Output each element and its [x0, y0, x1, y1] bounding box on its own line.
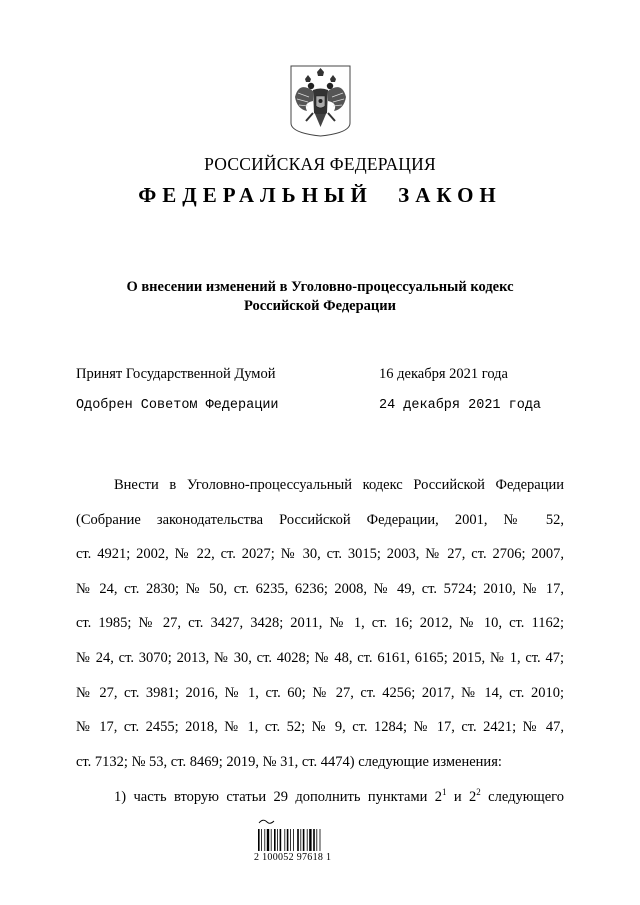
- country-name: РОССИЙСКАЯ ФЕДЕРАЦИЯ: [204, 154, 436, 174]
- barcode-number: 2 100052 97618 1: [254, 852, 332, 863]
- item-superscript: 1: [442, 787, 447, 797]
- adopted-date: 16 декабря 2021 года: [379, 366, 508, 382]
- body-line: (Собрание законодательства Российской Федерации, 2001, № 52,: [76, 511, 564, 528]
- body-line: ст. 1985; № 27, ст. 3427, 3428; 2011, № 1, ст. 16; 2012, № 10, ст. 1162;: [76, 615, 564, 632]
- coat-of-arms-icon: [289, 63, 352, 137]
- law-subject-line: О внесении изменений в Уголовно-процессуальный кодекс: [126, 279, 514, 295]
- item-text: 1) часть вторую статьи 29 дополнить пунктами 2: [114, 789, 443, 805]
- item-text: следующего: [480, 789, 564, 805]
- item-superscript: 2: [476, 787, 481, 797]
- body-line: ст. 4921; 2002, № 22, ст. 2027; № 30, ст. 3015; 2003, № 27, ст. 2706; 2007,: [76, 546, 564, 563]
- amendment-item-1: [76, 780, 564, 814]
- body-line: № 17, ст. 2455; 2018, № 1, ст. 52; № 9, ст. 1284; № 17, ст. 2421; № 47,: [76, 719, 564, 736]
- body-line: № 24, ст. 2830; № 50, ст. 6235, 6236; 2008, № 49, ст. 5724; 2010, № 17,: [76, 580, 564, 597]
- law-subject-line: Российской Федерации: [243, 298, 396, 314]
- body-line: ст. 7132; № 53, ст. 8469; 2019, № 31, ст. 4474) следующие изменения:: [76, 753, 502, 770]
- law-body-text: [76, 468, 564, 779]
- body-line: № 24, ст. 3070; 2013, № 30, ст. 4028; № 48, ст. 6161, 6165; 2015, № 1, ст. 47;: [76, 649, 564, 666]
- approved-by-label: Одобрен Советом Федерации: [76, 398, 279, 413]
- document-type: ФЕДЕРАЛЬНЫЙ ЗАКОН: [138, 183, 502, 207]
- approved-date: 24 декабря 2021 года: [379, 398, 542, 413]
- body-line: № 27, ст. 3981; 2016, № 1, ст. 60; № 27, ст. 4256; 2017, № 14, ст. 2010;: [76, 684, 564, 701]
- adopted-by-label: Принят Государственной Думой: [76, 366, 276, 382]
- law-subject: [0, 278, 640, 316]
- body-line: Внести в Уголовно-процессуальный кодекс Российской Федерации: [114, 477, 564, 493]
- item-text: и 2: [446, 789, 477, 805]
